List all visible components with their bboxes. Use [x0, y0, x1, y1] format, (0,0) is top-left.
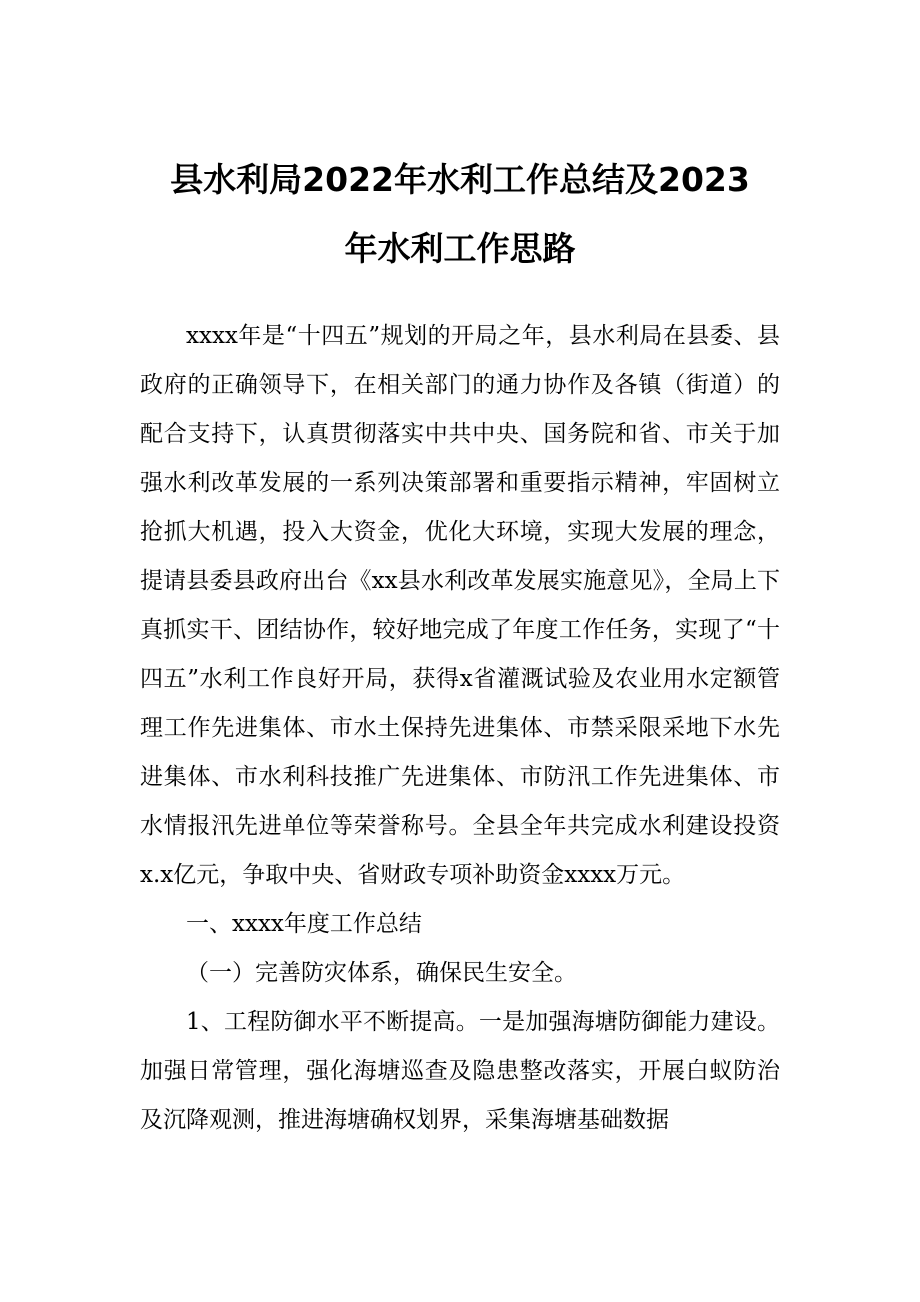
subsection-heading: （一）完善防灾体系，确保民生安全。 [186, 960, 577, 986]
paragraph-intro: xxxx年是“十四五”规划的开局之年，县水利局在县委、县政府的正确领导下，在相关部门的通力协作及各镇（街道）的配合支持下，认真贯彻落实中共中央、国务院和省、市关于加强水利改革发展的一系列决策部署和重要指示精神，牢固树立抢抓大机遇，投入大资金，优化大环境，实现大发展的理念，提请县委县政府出台《xx县水利改革发展实施意见》，全局上下真抓实干、团结协作，较好地完成了年度工作任务，实现了“十四五”水利工作良好开局，获得x省灌溉试验及农业用水定额管理工作先进集体、市水土保持先进集体、市禁采限采地下水先进集体、市水利科技推广先进集体、市防汛工作先进集体、市水情报汛先进单位等荣誉称号。全县全年共完成水利建设投资x.x亿元，争取中央、省财政专项补助资金xxxx万元。 [140, 323, 780, 888]
document-title-line-2: 年水利工作思路 [344, 229, 576, 268]
document-title-line-1: 县水利局2022年水利工作总结及2023 [170, 160, 750, 199]
document-body [140, 312, 780, 1145]
paragraph-item-1: 1、工程防御水平不断提高。一是加强海塘防御能力建设。加强日常管理，强化海塘巡查及隐患整改落实，开展白蚁防治及沉降观测，推进海塘确权划界，采集海塘基础数据 [140, 1009, 780, 1133]
section-heading: 一、xxxx年度工作总结 [186, 911, 422, 937]
